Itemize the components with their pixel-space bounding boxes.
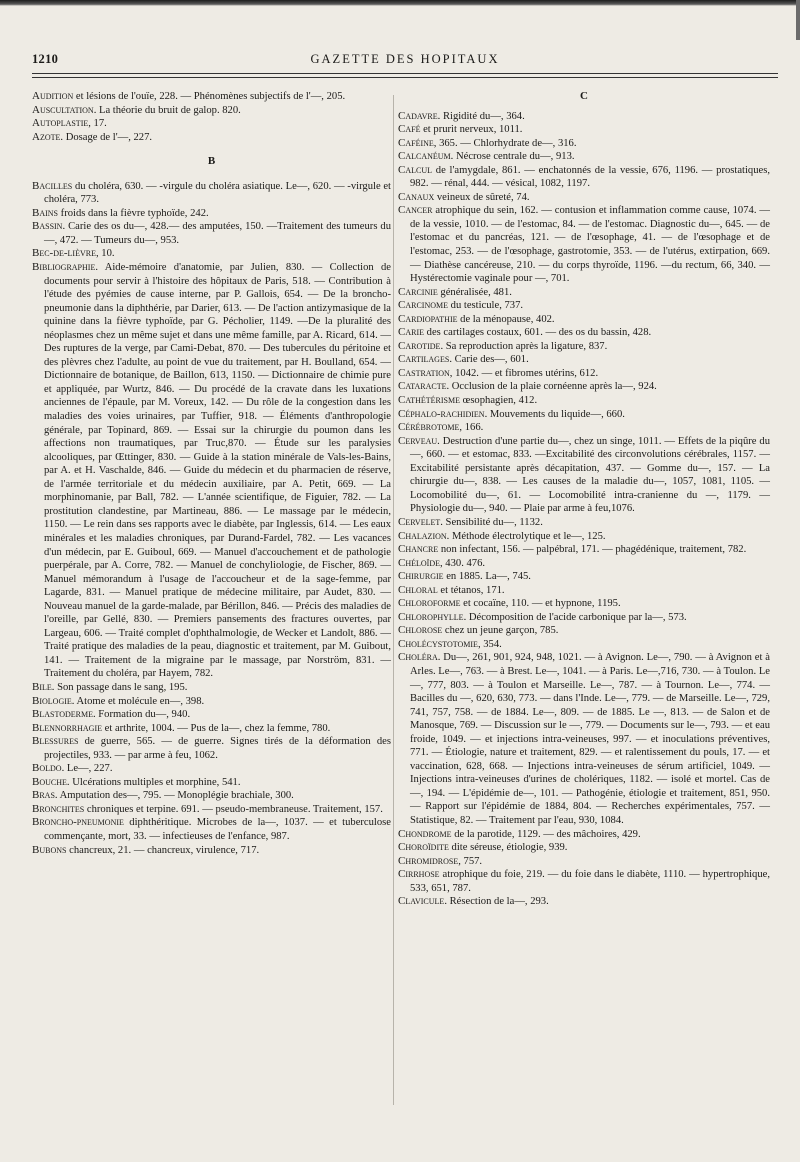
index-entry-text: chancreux, 21. — chancreux, virulence, 717.	[66, 844, 260, 856]
index-entry-text: de la parotide, 1129. — des mâchoires, 429.	[451, 828, 641, 840]
index-entry-keyword: Chirurgie	[398, 570, 444, 583]
left-column	[32, 90, 391, 857]
page-header	[32, 52, 778, 74]
index-entry-keyword: Azote	[32, 130, 61, 143]
index-entry	[398, 828, 770, 842]
index-entry	[398, 150, 770, 164]
index-entry-text: . Amputation des—, 795. — Monoplégie brachiale, 300.	[54, 790, 294, 802]
index-entry	[32, 844, 391, 858]
right-column	[398, 90, 770, 909]
index-entry-text: . Mouvements du liquide—, 660.	[484, 408, 625, 420]
index-entry	[32, 131, 391, 145]
index-entry-keyword: Bras	[32, 789, 55, 802]
index-entry-text: chroniques et terpine. 691. — pseudo-membraneuse. Traitement, 157.	[84, 803, 383, 815]
index-entry-text: . Rigidité du—, 364.	[437, 110, 525, 122]
scan-edge-mark	[796, 0, 800, 40]
index-entry-keyword: Chlorophylle	[398, 610, 464, 623]
index-entry	[398, 204, 770, 285]
index-entry-keyword: Blastoderme	[32, 708, 93, 721]
index-entry	[398, 286, 770, 300]
index-entry	[398, 557, 770, 571]
index-entry-keyword: Chloroforme	[398, 597, 461, 610]
index-entry	[398, 597, 770, 611]
index-entry-keyword: Bibliographie	[32, 261, 96, 274]
index-entry-text: et lésions de l'ouïe, 228. — Phénomènes subjectifs de l'—, 205.	[73, 91, 346, 102]
header-rule	[32, 73, 778, 74]
journal-title: GAZETTE DES HOPITAUX	[310, 52, 500, 66]
index-entry-text: des cartilages costaux, 601. — des os du bassin, 428.	[424, 327, 652, 339]
index-entry	[32, 776, 391, 790]
index-entry-text: . Carie des—, 601.	[449, 354, 529, 366]
index-entry-text: atrophique du foie, 219. — du foie dans le diabète, 1110. — hypertrophique, 533, 651, 787.	[410, 869, 770, 894]
index-entry	[32, 207, 391, 221]
index-entry-text: . Nécrose centrale du—, 913.	[450, 151, 575, 163]
index-entry-text: . Aide-mémoire d'anatomie, par Julien, 830. — Collection de documents pour servir à l'histoire des hôpitaux de Paris, 518. — Contribution à l'étude des pyémies de cause interne, par P. Gallois, 654. — De la broncho-pneumonie dans la diphthérie, par Darier, 613. — De l'action antizymasique de la quinine dans la fièvre typhoïde, par G. Pécholier, 1149. —De la pluralité des néoplasmes chez un même sujet et dans une même famille, par A. Ricard, 614. — Des ruptures de la verge, par Cami-Debat, 870. — Des tubercules du péritoine et des plèvres chez l'adulte, au point de vue du traitement, par H. Boulland, 654. — Dictionnaire de botanique, de Baillon, 613, 1150. — Dictionnaire de chimie pure et appliquée, par Wurtz, 846. — Du procédé de la cravate dans les luxations anciennes de l'épaule, par M. Voreux, 142. — Du rôle de la congestion dans les maladies des voies urinaires, par Tuffier, 918. — Éléments d'anthropologie générale, par Topinard, 869. — Essai sur la chirurgie du poumon dans les affections non traumatiques, par Truc,870. — Étude sur les paralysies alcooliques, par Œttinger, 830. — Guide à la station minérale de Vals-les-Bains, par A. et H. Vaschalde, 846. — Guide du médecin et du pharmacien de réserve, de l'armée territoriale et du médecin auxiliaire, par A. Petit, 669. — La morphinomanie, par Ball, 782. — L'année scientifique, de Figuier, 782. — La prostitution clandestine, par Martineau, 886. — Le massage par le médecin, 1150. — Le rein dans ses rapports avec le diabète, par Inglessis, 614. — Les eaux minérales et les maladies chroniques, par Durand-Fardel, 782. — Les vacances d'un médecin, par E. Guiboul, 669. — Manuel d'accouchement et de pathologie puerpérale, par A. Corre, 782. — Manuel de conchyliologie, de Fischer, 869. — Manuel mémorandum à l'usage de l'accoucheur et de la sage-femme, par Lagarde, 831. — Manuel pratique de médecine militaire, par Audet, 830. — Nouveau manuel de la garde-malade, par Bérillon, 846. — Précis des maladies de l'oreille, par Gellé, 830. — Premiers pansements des fractures ouvertes, par Largeau, 606. — Traité complet d'ophthalmologie, de Wecker et Landolt, 886. — Traité pratique des maladies de la peau, diagnostic et traitement, par M. Guibout, 141. — Traitement de la migraine par le massage, par Norström, 831. — Traitement du choléra, par Hayem, 782.	[44, 262, 391, 680]
index-entry-keyword: Bile	[32, 680, 52, 693]
index-entry	[32, 261, 391, 681]
index-entry-keyword: Auscultation	[32, 103, 94, 116]
index-entry-keyword: Cardiopathie	[398, 312, 458, 325]
section-letter-c: C	[580, 90, 588, 102]
index-entry-keyword: Chlorose	[398, 624, 443, 637]
index-entry-text: . Dosage de l'—, 227.	[60, 131, 153, 143]
index-entry	[398, 530, 770, 544]
index-entry	[398, 313, 770, 327]
index-entry-text: chez un jeune garçon, 785.	[442, 625, 559, 637]
index-entry	[32, 789, 391, 803]
index-entry	[398, 435, 770, 516]
index-entry-text: . Occlusion de la plaie cornéenne après la—, 924.	[446, 381, 657, 393]
index-entry	[398, 516, 770, 530]
index-entry-text: et tétanos, 171.	[437, 584, 505, 596]
index-entry-text: de la ménopause, 402.	[457, 313, 555, 325]
index-entry-text: et arthrite, 1004. — Pus de la—, chez la femme, 780.	[102, 722, 331, 734]
index-entry	[32, 247, 391, 261]
index-entry	[398, 841, 770, 855]
index-entry-keyword: Cataracte	[398, 380, 447, 393]
index-entry-text: . Ulcérations multiples et morphine, 541.	[66, 776, 241, 788]
index-entry	[398, 110, 770, 124]
index-entry-keyword: Autoplastie	[32, 117, 89, 130]
index-entry-text: . Carie des os du—, 428.— des amputées, 150. —Traitement des tumeurs du—, 472. — Tumeurs du—, 953.	[44, 221, 391, 246]
index-entry	[32, 104, 391, 118]
index-entry-text: . Son passage dans le sang, 195.	[51, 681, 188, 693]
index-entry-text: atrophique du sein, 162. — contusion et inflammation comme cause, 1074. — de la vessie, 1010. — de l'estomac, 84. — de l'estomac. Diagnostic du—, 645. — de l'estomac et du pancréas, 121. — de l'œsophage, 41. — de l'œsophage et de l'estomac, 253. — de l'œsophage, gastrotomie, 353. — de l'utérus, extirpation, 669. — Diathèse cancéreuse, 210. — du corps thyroïde, 1196. —du rectum, 66, 340. — Hystérectomie vaginale pour —, 701.	[410, 205, 770, 285]
index-entry-keyword: Cérébrotome	[398, 421, 460, 434]
index-entry	[398, 299, 770, 313]
index-entry-text: dite séreuse, étiologie, 939.	[448, 842, 568, 854]
index-entry-text: du testicule, 737.	[448, 300, 524, 312]
index-entry-text: . Sensibilité du—, 1132.	[440, 516, 543, 528]
index-entry-keyword: Cathétérisme	[398, 394, 461, 407]
index-entry-keyword: Biologie	[32, 694, 72, 707]
index-entry-keyword: Choléra	[398, 651, 438, 664]
index-entry-keyword: Chromidrose	[398, 854, 459, 867]
index-entry-keyword: Café	[398, 123, 421, 136]
index-entry	[398, 855, 770, 869]
index-entry-keyword: Calcanéum	[398, 150, 451, 163]
index-entry-keyword: Cervelet	[398, 515, 441, 528]
index-entry-keyword: Carotide	[398, 339, 441, 352]
index-entry-text: . Atome et molécule en—, 398.	[71, 695, 205, 707]
index-entry-text: du choléra, 630. — -virgule du choléra asiatique. Le—, 620. — -virgule et choléra, 773.	[44, 180, 391, 206]
index-entry	[398, 367, 770, 381]
index-entry-keyword: Blessures	[32, 735, 79, 748]
index-entry-keyword: Bacilles	[32, 179, 73, 192]
index-entry-text: . Résection de la—, 293.	[444, 896, 549, 908]
index-entry-keyword: Chancre	[398, 543, 439, 556]
index-entry-text: froids dans la fièvre typhoïde, 242.	[58, 207, 209, 219]
index-entry	[32, 117, 391, 131]
index-entry	[398, 394, 770, 408]
index-entry	[398, 624, 770, 638]
index-entry	[398, 651, 770, 827]
index-entry-keyword: Carcinome	[398, 299, 449, 312]
entries-a	[32, 90, 391, 144]
index-entry-text: , 430. 476.	[440, 557, 486, 569]
index-entry	[398, 868, 770, 895]
page-number: 1210	[32, 52, 59, 66]
index-entry-keyword: Chondrome	[398, 827, 452, 840]
index-entry	[32, 681, 391, 695]
index-entry-text: diphthéritique. Microbes de la—, 1037. — et tuberculose commençante, mort, 33. — infectieuses de l'enfance, 987.	[44, 817, 391, 842]
index-entry	[32, 90, 391, 104]
index-entry	[398, 353, 770, 367]
index-entry-text: , 17.	[88, 118, 107, 130]
index-entry-keyword: Broncho-pneumonie	[32, 816, 124, 829]
header-rule-thin	[32, 77, 778, 78]
index-entry-text: de guerre, 565. — de guerre. Signes tirés de la déformation des projectiles, 933. — par arme à feu, 1062.	[44, 736, 391, 761]
index-entry-text: et prurit nerveux, 1011.	[420, 124, 523, 136]
index-entry-text: , 166.	[459, 422, 484, 434]
index-entry-keyword: Bronchites	[32, 802, 85, 815]
index-entry	[398, 326, 770, 340]
index-entry-keyword: Calcul	[398, 163, 433, 176]
index-entry	[398, 421, 770, 435]
section-letter-b: B	[207, 155, 216, 168]
index-entry-text: , 1042. — et fibromes utérins, 612.	[449, 367, 599, 379]
index-entry-keyword: Carcinie	[398, 285, 438, 298]
entries-b	[32, 180, 391, 857]
index-entry	[398, 895, 770, 909]
index-entry-keyword: Audition	[32, 90, 74, 102]
index-entry-text: . La théorie du bruit de galop. 820.	[93, 104, 241, 116]
index-entry	[32, 695, 391, 709]
index-entry-keyword: Cancer	[398, 204, 433, 217]
index-entry-text: non infectant, 156. — palpébral, 171. — phagédénique, traitement, 782.	[438, 544, 747, 556]
index-entry	[398, 137, 770, 151]
index-entry-keyword: Choroïdite	[398, 841, 449, 854]
index-entry	[32, 220, 391, 247]
index-entry	[398, 408, 770, 422]
index-entry-text: généralisée, 481.	[437, 286, 512, 298]
index-entry-text: . Sa reproduction après la ligature, 837.	[440, 340, 608, 352]
index-entry-keyword: Chloral	[398, 583, 438, 596]
index-entry-keyword: Boldo	[32, 762, 62, 775]
index-entry	[398, 340, 770, 354]
index-entry-text: . Le—, 227.	[61, 763, 113, 775]
index-entry-text: , 757.	[458, 855, 483, 867]
index-entry-text: , 354.	[477, 638, 502, 650]
index-entry	[32, 180, 391, 207]
index-entry-text: de l'amygdale, 861. — enchatonnés de la vessie, 676, 1196. — prostatiques, 982. — rénal, 444. — vésical, 1082, 1197.	[410, 164, 770, 190]
index-entry	[398, 611, 770, 625]
index-entry-keyword: Chéloïde	[398, 556, 440, 569]
index-entry-keyword: Chalazion	[398, 529, 447, 542]
index-entry	[32, 816, 391, 843]
index-entry-keyword: Cholécystotomie	[398, 637, 478, 650]
index-entry-keyword: Bec-de-lièvre	[32, 247, 96, 260]
index-entry	[32, 803, 391, 817]
index-entry-text: en 1885. La—, 745.	[443, 571, 531, 583]
index-entry-text: veineux de sûreté, 74.	[434, 191, 530, 203]
index-entry-keyword: Bubons	[32, 843, 67, 856]
index-entry	[32, 735, 391, 762]
index-entry-keyword: Canaux	[398, 190, 435, 203]
index-entry-keyword: Castration	[398, 366, 450, 379]
index-entry	[32, 762, 391, 776]
index-entry-text: , 10.	[96, 248, 115, 260]
index-entry	[398, 164, 770, 191]
index-entry-keyword: Cirrhose	[398, 868, 440, 881]
index-entry-keyword: Caféine	[398, 136, 434, 149]
index-entry-keyword: Cerveau	[398, 434, 438, 447]
index-entry	[398, 123, 770, 137]
index-entry-keyword: Bains	[32, 206, 59, 219]
index-entry	[398, 570, 770, 584]
index-entry	[398, 584, 770, 598]
index-entry-keyword: Cartilages	[398, 353, 450, 366]
index-entry	[398, 380, 770, 394]
index-entry	[398, 191, 770, 205]
index-entry-text: et cocaïne, 110. — et hypnone, 1195.	[460, 598, 621, 610]
index-entry-text: . Destruction d'une partie du—, chez un singe, 1011. — Effets de la piqûre du—, 660. — et estomac, 833. —Excitabilité des circonvolutions cérébrales, 1157. — Excitabilité persistante après décapitation, 437. — Gomme du—, 157. — La chirurgie du—, 838. — Les causes de la maladie du—, 1057, 1081, 1105. — Locomobilité du—, 61. — Locomobilité intra-cranienne du —, 1179. — Physiologie du—, 940. — Plaie par arme à feu,1076.	[410, 435, 770, 515]
index-entry-keyword: Céphalo-rachidien	[398, 407, 485, 420]
index-entry-text: , 365. — Chlorhydrate de—, 316.	[433, 137, 577, 149]
index-entry	[32, 708, 391, 722]
index-entry-text: . Méthode électrolytique et le—, 125.	[446, 530, 606, 542]
page-top-edge	[0, 0, 800, 6]
index-entry-keyword: Bassin	[32, 220, 63, 233]
index-entry-text: . Formation du—, 940.	[92, 709, 191, 721]
index-entry-text: . Du—, 261, 901, 924, 948, 1021. — à Avignon. Le—, 790. — à Avignon et à Arles. Le—, 763. — à Brest. Le—, 1041. — à Paris. Le—,716, 730. — à Toulon. Le—, 777, 803. — à Toulon et Marseille. Le—, 787. — à Tournon. Le—, 774. — Bacilles du —, 620, 630, 773. — dans l'Inde. Le—, 779. — de Marseille. Le—, 729, 741, 757, 758. — de 1884. Le—, 809. — de 1885. Le —, 813. — de Salon et de Manosque, 769. — Discussion sur le —, 779. — Documents sur le—, 793. — et eau froide, 1049. — et injections intra-veineuses, 997. — et inoculations préventives, 771. — Étiologie, nature et traitement, 829. — et ralentissement du pouls, 17. — et vaccination, 628, 668. — Injections intra-veineuses de sérum artificiel, 1049. — Injections intra-veineuses d'urines de cholériques, 1182. — isolé et mortel. Cas de—, 194. — L'épidémie de—, 101. — Pathogénie, étiologie et traitement, 851, 950. — Rapport sur l'épidémie de 1884, 804. — Recherches expérimentales, 757. — Statistique, 82. — Traitement par l'eau, 930, 1084.	[410, 652, 770, 826]
column-divider	[393, 95, 394, 1105]
index-entry-keyword: Cadavre	[398, 109, 438, 122]
index-entry-keyword: Blennorrhagie	[32, 721, 102, 734]
entries-c	[398, 110, 770, 909]
index-entry	[398, 543, 770, 557]
index-entry-keyword: Clavicule	[398, 895, 445, 908]
index-entry-text: œsophagien, 412.	[460, 395, 538, 407]
index-entry-keyword: Bouche	[32, 775, 67, 788]
index-entry-text: . Décomposition de l'acide carbonique par la—, 573.	[463, 611, 687, 623]
index-entry-keyword: Carie	[398, 326, 425, 339]
index-entry	[398, 638, 770, 652]
index-entry	[32, 722, 391, 736]
